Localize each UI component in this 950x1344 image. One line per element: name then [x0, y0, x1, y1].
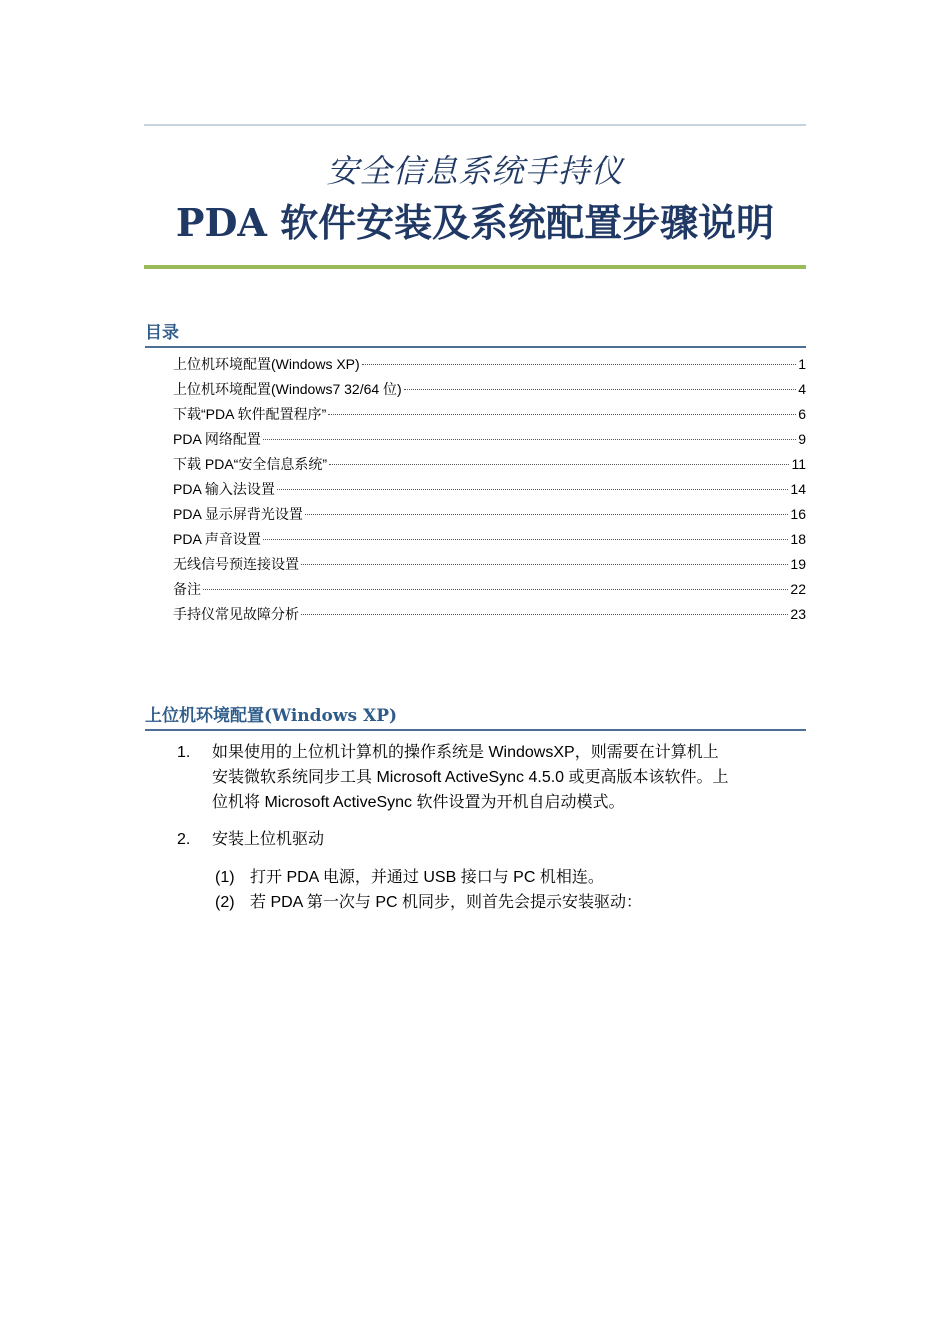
toc-entry-page: 4 [798, 381, 806, 397]
toc-heading: 目录 [145, 318, 806, 348]
list-number: 1. [177, 744, 191, 761]
toc-entry-text: PDA 输入法设置 [173, 481, 275, 497]
toc-entry-page: 14 [790, 481, 806, 497]
toc-entry-text: 上位机环境配置(Windows XP) [173, 356, 360, 372]
toc-entry-page: 11 [791, 456, 806, 472]
toc-entry[interactable] [173, 604, 806, 629]
numbered-list-item [177, 740, 806, 815]
toc-entry-text: PDA 网络配置 [173, 431, 261, 447]
toc-entry-text: 备注 [173, 581, 201, 597]
toc-entry[interactable] [173, 479, 806, 504]
sub-list-item [215, 865, 806, 890]
sub-list-number: (1) [215, 869, 235, 886]
section-heading: 上位机环境配置(Windows XP) [145, 701, 806, 731]
toc-entry-text: 上位机环境配置(Windows7 32/64 位) [173, 381, 402, 397]
top-divider [144, 124, 806, 126]
toc-entry-text: PDA 声音设置 [173, 531, 261, 547]
toc-leader-dots [328, 414, 796, 415]
toc-entry[interactable] [173, 354, 806, 379]
toc-entry-page: 16 [790, 506, 806, 522]
sub-list-number: (2) [215, 894, 235, 911]
list-item-text [212, 740, 806, 815]
toc-entry[interactable] [173, 579, 806, 604]
toc-leader-dots [263, 439, 796, 440]
toc-entry-page: 9 [798, 431, 806, 447]
list-number: 2. [177, 831, 191, 848]
toc-entry-text: PDA 显示屏背光设置 [173, 506, 303, 522]
toc-entry[interactable] [173, 404, 806, 429]
paragraph-line: 如果使用的上位机计算机的操作系统是 WindowsXP，则需要在计算机上 [212, 744, 719, 761]
toc-entry-text: 下载“PDA 软件配置程序” [173, 406, 327, 422]
toc-entry[interactable] [173, 379, 806, 404]
paragraph-line: 安装上位机驱动 [212, 831, 325, 848]
list-item-text [212, 827, 806, 852]
toc-entry[interactable] [173, 454, 806, 479]
toc-entry[interactable] [173, 504, 806, 529]
toc-entry[interactable] [173, 529, 806, 554]
toc-leader-dots [301, 564, 788, 565]
toc-leader-dots [263, 539, 789, 540]
paragraph-line: 位机将 Microsoft ActiveSync 软件设置为开机自启动模式。 [212, 794, 625, 811]
toc-leader-dots [203, 589, 788, 590]
toc-leader-dots [277, 489, 789, 490]
title-divider [144, 265, 806, 269]
toc-entry-text: 下载 PDA“安全信息系统” [173, 456, 327, 472]
paragraph-line: 安装微软系统同步工具 Microsoft ActiveSync 4.5.0 或更高版本该软件。上 [212, 769, 729, 786]
toc-entry-text: 手持仪常见故障分析 [173, 606, 299, 622]
document-title: 安全信息系统手持仪 [326, 152, 624, 190]
toc-entry-text: 无线信号预连接设置 [173, 556, 299, 572]
table-of-contents [173, 354, 806, 629]
toc-leader-dots [404, 389, 796, 390]
document-subtitle: PDA 软件安装及系统配置步骤说明 [175, 200, 775, 245]
toc-leader-dots [301, 614, 788, 615]
toc-entry-page: 22 [790, 581, 806, 597]
sub-list-text: 打开 PDA 电源，并通过 USB 接口与 PC 机相连。 [250, 869, 604, 886]
numbered-list-item [177, 827, 806, 852]
sub-list-item [215, 890, 806, 915]
toc-leader-dots [362, 364, 797, 365]
toc-entry-page: 1 [798, 356, 806, 372]
toc-entry[interactable] [173, 554, 806, 579]
sub-list-text: 若 PDA 第一次与 PC 机同步，则首先会提示安装驱动： [250, 894, 643, 911]
toc-entry-page: 19 [790, 556, 806, 572]
toc-leader-dots [329, 464, 789, 465]
toc-entry-page: 18 [790, 531, 806, 547]
toc-entry-page: 23 [790, 606, 806, 622]
toc-entry[interactable] [173, 429, 806, 454]
toc-entry-page: 6 [798, 406, 806, 422]
toc-leader-dots [305, 514, 789, 515]
